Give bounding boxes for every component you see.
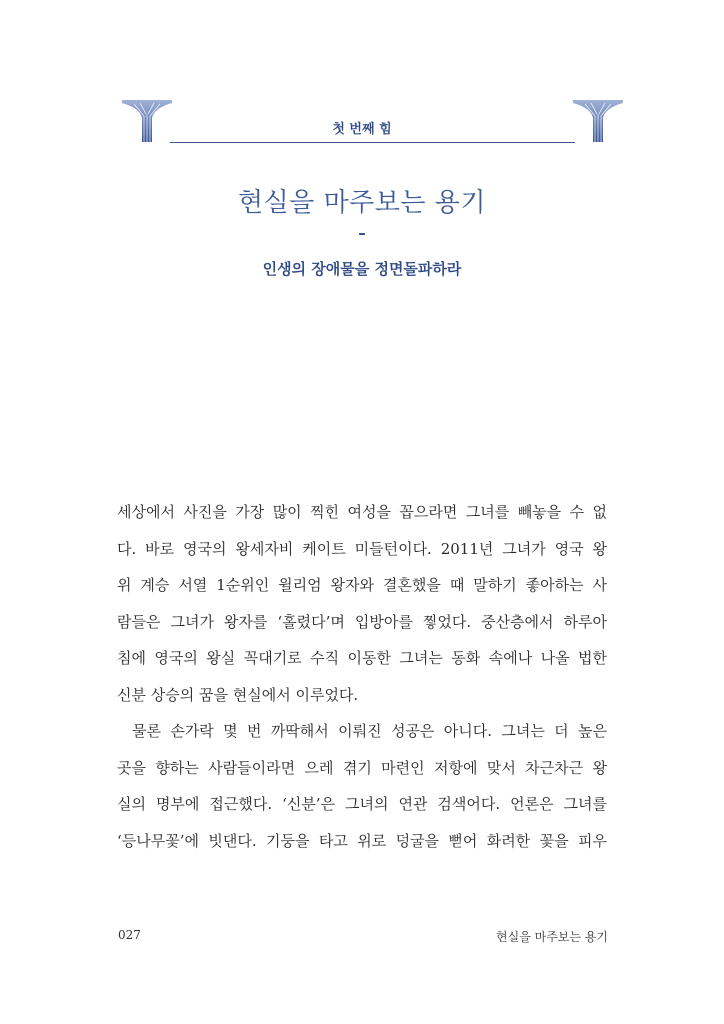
body-line: 다. 바로 영국의 왕세자비 케이트 미들턴이다. 2011년 그녀가 영국 왕 bbox=[117, 539, 607, 558]
page-title: 현실을 마주보는 용기 bbox=[237, 188, 487, 218]
body-line: 실의 명부에 접근했다. ‘신분’은 그녀의 연관 검색어다. 언론은 그녀를 bbox=[117, 795, 607, 813]
body-line: 곳을 향하는 사람들이라면 으레 겪기 마련인 저항에 맞서 차근차근 왕 bbox=[117, 758, 607, 777]
body-line: ‘등나무꽃’에 빗댄다. 기둥을 타고 위로 덩굴을 뻗어 화려한 꽃을 피우 bbox=[117, 831, 607, 850]
chapter-label: 첫 번째 힘 bbox=[332, 122, 392, 137]
body-line: 신분 상승의 꿈을 현실에서 이루었다. bbox=[117, 685, 359, 704]
body-line: 람들은 그녀가 왕자를 ‘홀렸다’며 입방아를 찧었다. 중산층에서 하루아 bbox=[117, 612, 607, 631]
chapter-header bbox=[0, 0, 724, 150]
body-line: 위 계승 서열 1순위인 윌리엄 왕자와 결혼했을 때 말하기 좋아하는 사 bbox=[117, 576, 607, 594]
pillar-ornament-icon bbox=[573, 100, 623, 142]
title-dash: – bbox=[358, 224, 366, 242]
page-subtitle: 인생의 장애물을 정면돌파하라 bbox=[262, 260, 462, 278]
body-paragraphs bbox=[117, 494, 607, 859]
header-rule bbox=[170, 142, 575, 143]
body-line: 물론 손가락 몇 번 까딱해서 이뤄진 성공은 아니다. 그녀는 더 높은 bbox=[132, 722, 607, 740]
body-line: 세상에서 사진을 가장 많이 찍힌 여성을 꼽으라면 그녀를 빼놓을 수 없 bbox=[117, 503, 607, 521]
body-line: 침에 영국의 왕실 꼭대기로 수직 이동한 그녀는 동화 속에나 나올 법한 bbox=[117, 649, 607, 667]
running-title: 현실을 마주보는 용기 bbox=[496, 930, 608, 944]
page-number: 027 bbox=[118, 928, 141, 942]
